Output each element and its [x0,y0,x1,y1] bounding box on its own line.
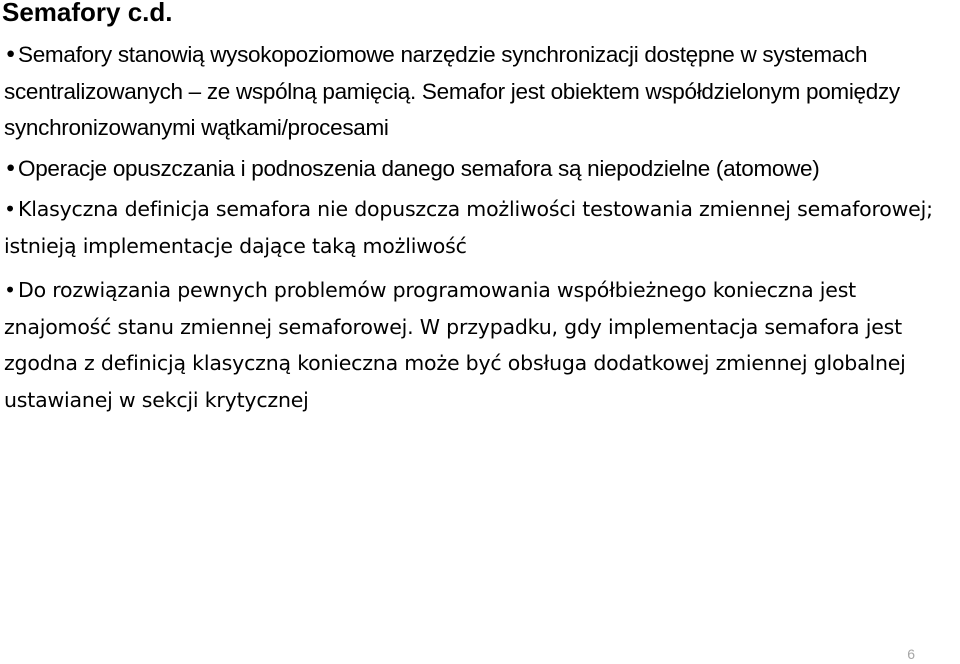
bullet-marker: • [4,155,17,182]
bullet-text: Do rozwiązania pewnych problemów programowania współbieżnego konieczna jest znajomość stanu zmiennej semaforowej. W przypadku, gdy implementacja semafora jest zgodna z definicją klasyczną konieczna może być obsługa dodatkowej zmiennej globalnej ustawianej w sekcji krytycznej [4,278,906,412]
bullet-marker: • [4,278,16,302]
bullet-text: Klasyczna definicja semafora nie dopuszcza możliwości testowania zmiennej semaforowej; istnieją implementacje dające taką możliwość [4,197,933,258]
bullet-item [4,272,956,418]
slide-title: Semafory c.d. [2,0,173,27]
bullet-list [4,37,956,422]
bullet-item [4,151,956,188]
bullet-text: Operacje opuszczania i podnoszenia danego semafora są niepodzielne (atomowe) [18,155,820,181]
bullet-marker: • [4,42,17,68]
bullet-marker: • [4,197,16,221]
bullet-item [4,191,956,264]
page-number: 6 [907,646,915,662]
bullet-item [4,37,956,147]
bullet-text: Semafory stanowią wysokopoziomowe narzędzie synchronizacji dostępne w systemach scentralizowanych – ze wspólną pamięcią. Semafor jest obiektem współdzielonym pomiędzy synchronizowanymi wątkami/procesami [4,42,900,140]
